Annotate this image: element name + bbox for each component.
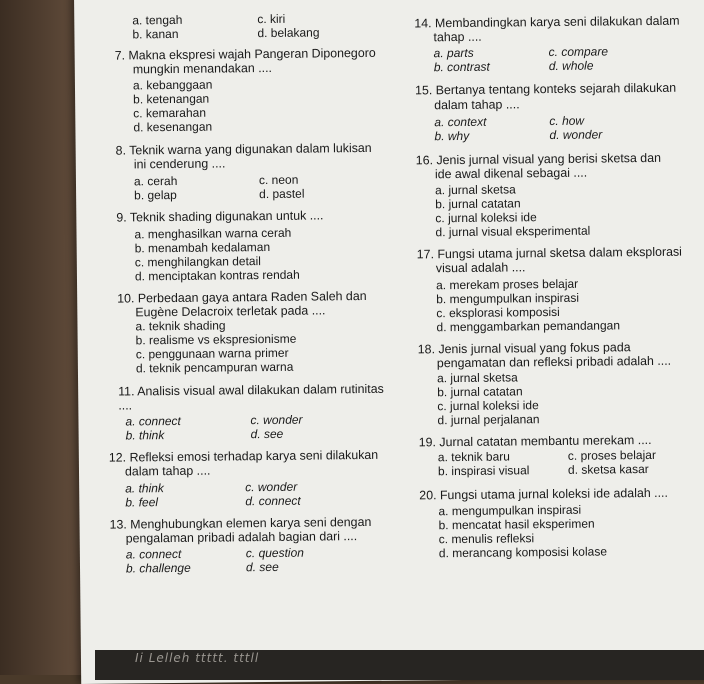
q6-option-d: d. belakang <box>257 25 320 41</box>
q14-option-b: b. contrast <box>433 59 490 75</box>
q20-option-c: c. menulis refleksi <box>438 531 535 547</box>
q18-option-a: a. jurnal sketsa <box>436 370 518 386</box>
q12-option-a: a. think <box>125 481 164 496</box>
q9-question: 9. Teknik shading digunakan untuk .... <box>116 208 324 225</box>
q18-option-d: d. jurnal perjalanan <box>437 412 540 428</box>
q17-option-c: c. eksplorasi komposisi <box>436 304 560 321</box>
q10-option-c: c. penggunaan warna primer <box>135 345 289 362</box>
q9-option-a: a. menghasilkan warna cerah <box>134 225 292 242</box>
q12-option-c: c. wonder <box>245 479 298 495</box>
worksheet-page <box>74 0 704 684</box>
q17-option-b: b. mengumpulkan inspirasi <box>436 290 580 307</box>
q20-option-d: d. merancang komposisi kolase <box>438 544 608 561</box>
q11-question: 11. Analisis visual awal dilakukan dalam rutinitas <box>118 381 384 399</box>
q11-option-d: d. see <box>250 426 284 442</box>
q13-option-a: a. connect <box>125 546 182 562</box>
q19-option-d: d. sketsa kasar <box>567 462 649 477</box>
q14-option-c: c. compare <box>548 44 609 60</box>
q13-option-b: b. challenge <box>125 560 191 576</box>
partial-footer-text: Ii Lelleh ttttt. tttll <box>135 651 260 665</box>
q15-option-d: d. wonder <box>549 127 603 143</box>
q11-option-c: c. wonder <box>250 412 303 428</box>
q15-option-c: c. how <box>549 113 585 129</box>
q8-option-a: a. cerah <box>133 173 178 189</box>
q18-option-c: c. jurnal koleksi ide <box>437 398 539 414</box>
q13-question: 13. Menghubungkan elemen karya seni dengan <box>109 514 372 532</box>
q10-option-d: d. teknik pencampuran warna <box>135 359 294 376</box>
q13-option-d: d. see <box>245 559 279 575</box>
q13-option-c: c. question <box>245 545 304 561</box>
q7-option-c: c. kemarahan <box>133 105 207 121</box>
shadow-strip <box>95 650 704 680</box>
q6-option-b: b. kanan <box>132 26 179 42</box>
q19-option-c: c. proses belajar <box>567 447 656 463</box>
q18-question-line2: pengamatan dan refleksi pribadi adalah .... <box>436 353 672 371</box>
q11-option-a: a. connect <box>125 413 181 429</box>
q6-option-a: a. tengah <box>132 12 183 28</box>
q20-option-a: a. mengumpulkan inspirasi <box>438 502 582 519</box>
q12-option-d: d. connect <box>245 493 301 509</box>
q14-option-d: d. whole <box>548 58 594 74</box>
q7-question-line2: mungkin menandakan .... <box>132 60 272 77</box>
q15-option-b: b. why <box>434 128 470 144</box>
q10-question: 10. Perbedaan gaya antara Raden Saleh dan <box>117 288 367 306</box>
q16-option-b: b. jurnal catatan <box>435 196 521 212</box>
q7-option-b: b. ketenangan <box>133 91 210 107</box>
q12-question-line2: dalam tahap .... <box>124 463 211 479</box>
q16-option-c: c. jurnal koleksi ide <box>435 210 537 226</box>
q10-option-b: b. realisme vs ekspresionisme <box>135 331 297 348</box>
q12-question: 12. Refleksi emosi terhadap karya seni dilakukan <box>108 447 379 465</box>
q15-option-a: a. context <box>434 114 487 130</box>
q12-option-b: b. feel <box>125 495 159 510</box>
q19-question: 19. Jurnal catatan membantu merekam .... <box>418 432 652 450</box>
q9-option-b: b. menambah kedalaman <box>134 239 271 256</box>
q7-option-d: d. kesenangan <box>133 119 213 135</box>
q7-question: 7. Makna ekspresi wajah Pangeran Diponegoro <box>114 45 376 63</box>
q18-option-b: b. jurnal catatan <box>437 384 523 400</box>
q8-option-d: d. pastel <box>259 186 305 202</box>
q15-question: 15. Bertanya tentang konteks sejarah dilakukan <box>414 80 677 98</box>
q10-option-a: a. teknik shading <box>135 318 226 334</box>
q16-question-line2: ide awal dikenal sebagai .... <box>434 165 588 182</box>
q6-option-c: c. kiri <box>257 11 286 27</box>
q14-option-a: a. parts <box>433 45 474 61</box>
q17-option-a: a. merekam proses belajar <box>435 276 579 293</box>
q7-option-a: a. kebanggaan <box>132 77 213 93</box>
q8-question: 8. Teknik warna yang digunakan dalam lukisan <box>115 140 372 158</box>
q14-question-line2: tahap .... <box>433 29 482 45</box>
q8-option-c: c. neon <box>258 172 299 188</box>
q14-question: 14. Membandingkan karya seni dilakukan dalam <box>414 13 680 31</box>
q20-option-b: b. mencatat hasil eksperimen <box>438 516 595 533</box>
q17-option-d: d. menggambarkan pemandangan <box>436 318 621 335</box>
q20-question: 20. Fungsi utama jurnal koleksi ide adalah .... <box>419 485 668 503</box>
q9-option-d: d. menciptakan kontras rendah <box>134 267 300 284</box>
q11-option-b: b. think <box>125 428 165 443</box>
q16-question: 16. Jenis jurnal visual yang berisi sketsa dan <box>415 150 662 168</box>
q17-question-line2: visual adalah .... <box>435 260 526 276</box>
q19-option-a: a. teknik baru <box>437 449 510 465</box>
q15-question-line2: dalam tahap .... <box>434 97 520 113</box>
q19-option-b: b. inspirasi visual <box>437 463 530 479</box>
q16-option-d: d. jurnal visual eksperimental <box>435 223 591 240</box>
q17-question: 17. Fungsi utama jurnal sketsa dalam eksplorasi <box>416 244 682 262</box>
q10-question-line2: Eugène Delacroix terletak pada .... <box>135 303 326 320</box>
q8-option-b: b. gelap <box>134 187 177 203</box>
q13-question-line2: pengalaman pribadi adalah bagian dari .... <box>125 529 358 546</box>
q16-option-a: a. jurnal sketsa <box>435 182 516 198</box>
q11-question-line2: .... <box>118 398 133 413</box>
q9-option-c: c. menghilangkan detail <box>134 254 261 270</box>
q8-question-line2: ini cenderung .... <box>133 156 226 172</box>
q18-question: 18. Jenis jurnal visual yang fokus pada <box>417 340 631 357</box>
